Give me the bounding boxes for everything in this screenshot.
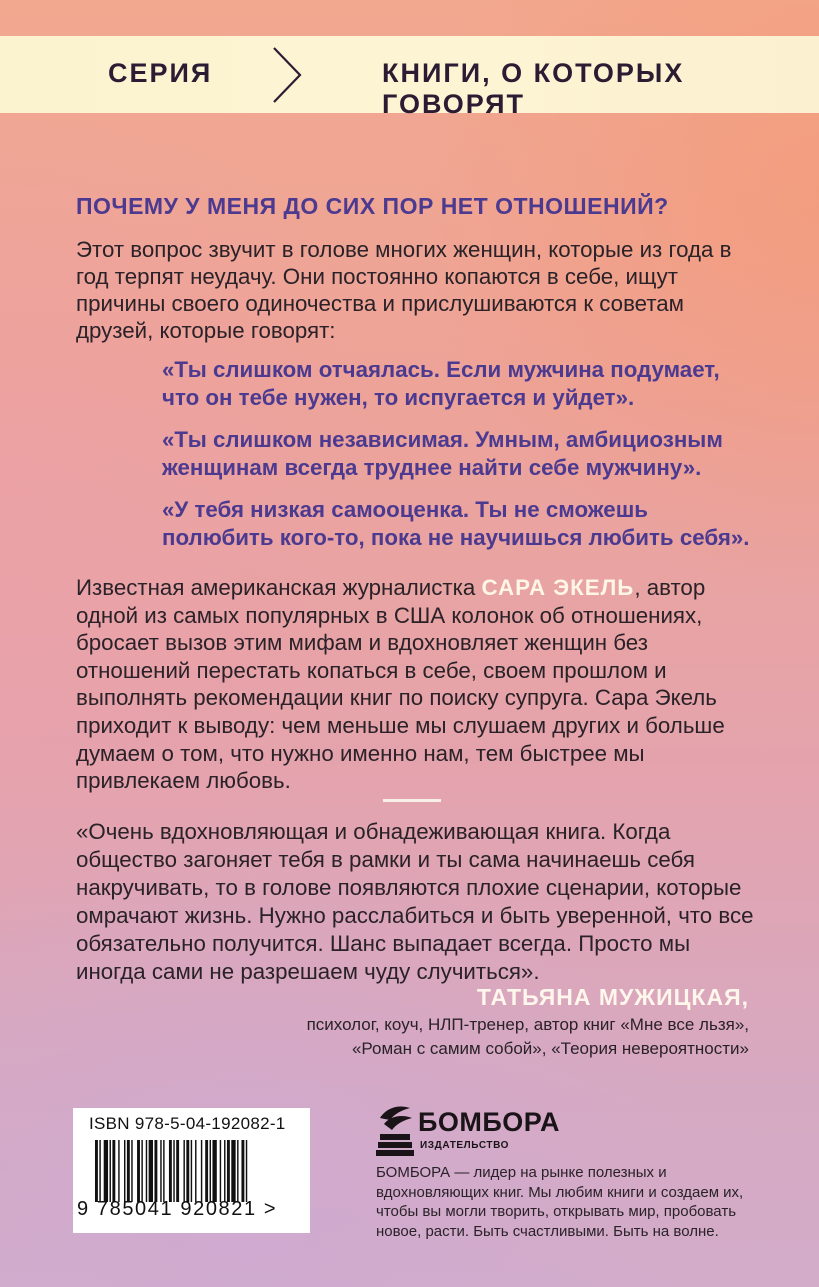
publisher-logo-subtitle: ИЗДАТЕЛЬСТВО [420, 1140, 510, 1151]
barcode-icon [95, 1140, 291, 1202]
description-paragraph [76, 574, 766, 795]
author-name: САРА ЭКЕЛЬ [481, 575, 635, 600]
quote-item: «У тебя низкая самооценка. Ты не сможешь полюбить кого-то, пока не научишься любить себя». [162, 497, 750, 550]
review-quote: «Очень вдохновляющая и обнадеживающая книга. Когда общество загоняет тебя в рамки и ты сама начинаешь себя накручивать, то в голове появляются плохие сценарии, которые омрачают жизнь. Нужно расслабиться и быть уверенной, что все обязательно получится. Шанс выпадает всегда. Просто мы иногда сами не разрешаем чуду случиться». [76, 819, 754, 984]
publisher-description: БОМБОРА — лидер на рынке полезных и вдохновляющих книг. Мы любим книги и создаем их, чтобы вы могли творить, открывать мир, пробовать новое, расти. Быть счастливыми. Быть на волне. [376, 1164, 744, 1240]
description-text-end: , автор одной из самых популярных в США колонок об отношениях, бросает вызов этим мифам и вдохновляет женщин без отношений перестать копаться в себе, своем прошлом и выполнять рекомендации книг по поиску супруга. Сара Экель приходит к выводу: чем меньше мы слушаем других и больше думаем о том, что нужно именно нам, тем быстрее мы привлекаем любовь. [76, 575, 725, 794]
publisher-logo-name: БОМБОРА [418, 1107, 560, 1137]
barcode-panel [73, 1108, 310, 1233]
reviewer-name: ТАТЬЯНА МУЖИЦКАЯ, [476, 984, 749, 1010]
description-text-start: Известная американская журналистка [76, 575, 482, 600]
series-band [0, 36, 819, 119]
series-label: СЕРИЯ [108, 58, 213, 88]
reviewer-credentials-line: «Роман с самим собой», «Теория невероятности» [351, 1039, 749, 1058]
quotes-block [162, 356, 762, 566]
bombora-logo-icon [376, 1104, 418, 1156]
isbn-label: ISBN 978-5-04-192082-1 [89, 1114, 286, 1133]
reviewer-credentials [149, 1013, 749, 1061]
barcode-digits: 9 785041 920821 > [77, 1198, 278, 1220]
intro-paragraph: Этот вопрос звучит в голове многих женщин, которые из года в год терпят неудачу. Они постоянно копаются в себе, ищут причины своего одиночества и прислушиваются к советам друзей, которые говорят: [76, 237, 732, 343]
quote-item: «Ты слишком независимая. Умным, амбициозным женщинам всегда труднее найти себе мужчину». [162, 427, 723, 480]
reviewer-credentials-line: психолог, коуч, НЛП-тренер, автор книг «Мне все льзя», [306, 1015, 749, 1034]
headline-question: ПОЧЕМУ У МЕНЯ ДО СИХ ПОР НЕТ ОТНОШЕНИЙ? [76, 193, 669, 219]
divider [383, 799, 441, 802]
series-title: КНИГИ, О КОТОРЫХ ГОВОРЯТ [382, 58, 685, 119]
chevron-right-icon [268, 44, 308, 106]
quote-item: «Ты слишком отчаялась. Если мужчина подумает, что он тебе нужен, то испугается и уйдет». [162, 357, 720, 410]
